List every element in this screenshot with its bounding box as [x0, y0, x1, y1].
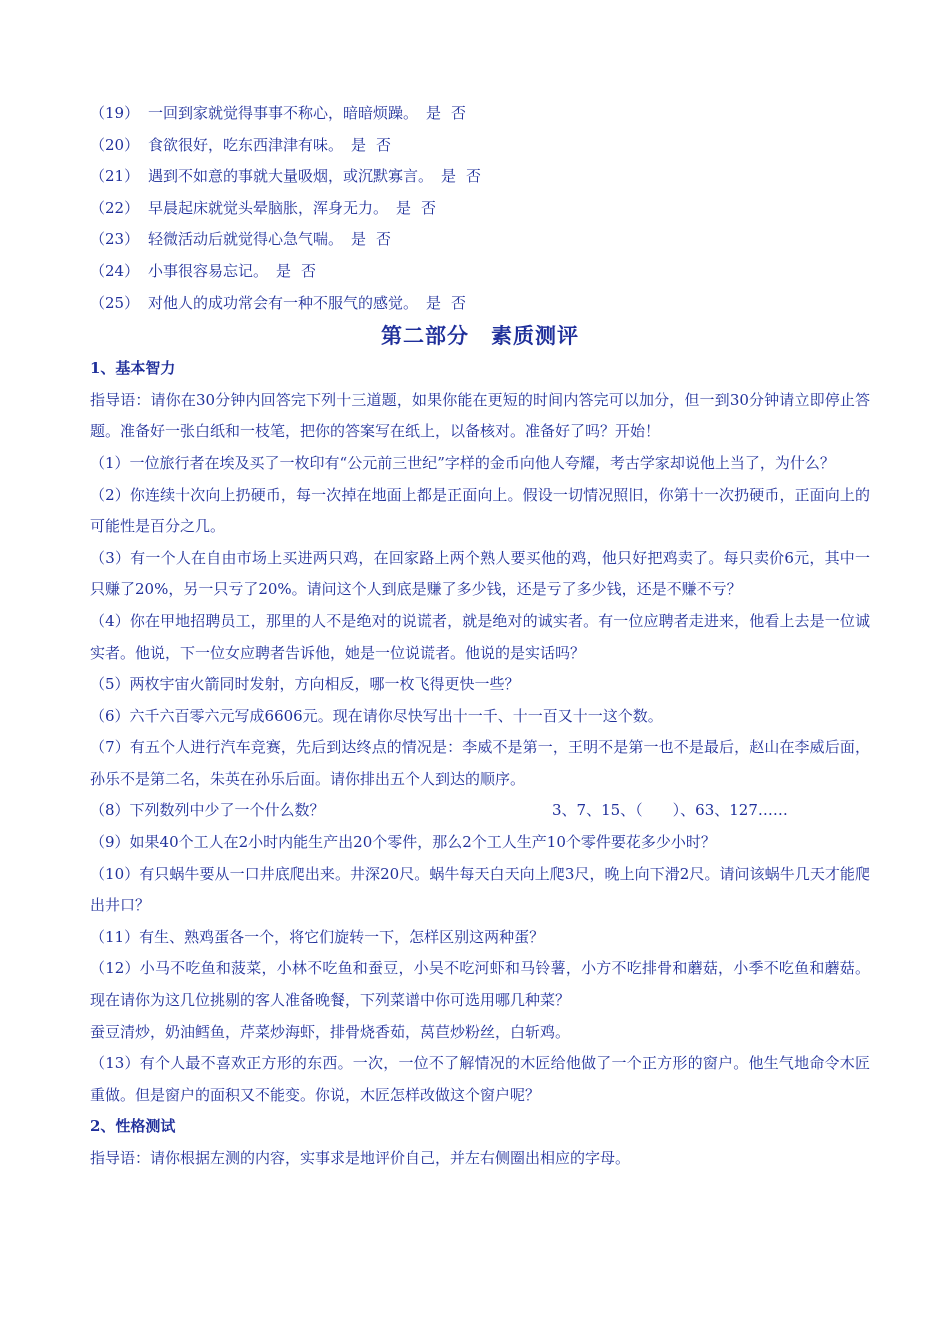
no-option[interactable]: 否 [451, 293, 467, 312]
item-text: 早晨起床就觉头晕脑胀，浑身无力。 [148, 198, 389, 217]
item-text: 小事很容易忘记。 [148, 261, 269, 280]
item-text: 轻微活动后就觉得心急气喘。 [148, 230, 344, 249]
question-6: （6）六千六百零六元写成6606元。现在请你尽快写出十一千、十一百又十一这个数。 [90, 706, 663, 725]
question-7: （7）有五个人进行汽车竞赛，先后到达终点的情况是：李威不是第一，王明不是第一也不是最后，赵山在李威后面，孙乐不是第二名，朱英在孙乐后面。请你排出五个人到达的顺序。 [90, 738, 870, 788]
no-option[interactable]: 否 [376, 230, 392, 249]
survey-item [90, 256, 870, 288]
no-option[interactable]: 否 [301, 261, 317, 280]
yes-option[interactable]: 是 [276, 261, 292, 280]
item-text: 遇到不如意的事就大量吸烟，或沉默寡言。 [148, 167, 434, 186]
survey-item [90, 193, 870, 225]
question-8 [90, 795, 870, 827]
question-4: （4）你在甲地招聘员工，那里的人不是绝对的说谎者，就是绝对的诚实者。有一位应聘者走进来，他看上去是一位诚实者。他说，下一位女应聘者告诉他，她是一位说谎者。他说的是实话吗？ [90, 611, 870, 662]
section-heading-intelligence: 1、基本智力 [90, 359, 176, 378]
number-sequence: 3、7、15、（ ）、63、127…… [552, 801, 788, 820]
no-option[interactable]: 否 [421, 198, 437, 217]
no-option[interactable]: 否 [376, 135, 392, 154]
question-11: （11）有生、熟鸡蛋各一个，将它们旋转一下，怎样区别这两种蛋？ [90, 927, 545, 946]
item-number: （25） [90, 293, 140, 312]
no-option[interactable]: 否 [451, 104, 467, 122]
question-13: （13）有个人最不喜欢正方形的东西。一次，一位不了解情况的木匠给他做了一个正方形的窗户。他生气地命令木匠重做。但是窗户的面积又不能变。你说，木匠怎样改做这个窗户呢？ [90, 1054, 870, 1104]
survey-item [90, 161, 870, 193]
item-number: （24） [90, 261, 140, 280]
question-10: （10）有只蜗牛要从一口井底爬出来。井深20尺。蜗牛每天白天向上爬3尺，晚上向下滑2尺。请问该蜗牛几天才能爬出井口？ [90, 864, 870, 915]
survey-item [90, 224, 870, 256]
section-heading-personality: 2、性格测试 [90, 1117, 176, 1136]
item-number: （23） [90, 230, 140, 249]
no-option[interactable]: 否 [466, 167, 482, 186]
item-number: （19） [90, 104, 140, 122]
yes-option[interactable]: 是 [426, 293, 442, 312]
document-content [90, 98, 870, 1175]
yes-option[interactable]: 是 [351, 230, 367, 249]
question-2: （2）你连续十次向上扔硬币，每一次掉在地面上都是正面向上。假设一切情况照旧，你第十一次扔硬币，正面向上的可能性是百分之几。 [90, 485, 870, 536]
personality-guide-text: 指导语：请你根据左测的内容，实事求是地评价自己，并左右侧圈出相应的字母。 [90, 1149, 631, 1167]
question-5: （5）两枚宇宙火箭同时发射，方向相反，哪一枚飞得更快一些？ [90, 675, 520, 694]
survey-item [90, 288, 870, 320]
question-1: （1）一位旅行者在埃及买了一枚印有“公元前三世纪”字样的金币向他人夸耀，考古学家却说他上当了，为什么？ [90, 453, 835, 472]
item-number: （21） [90, 167, 140, 186]
question-9: （9）如果40个工人在2小时内能生产出20个零件，那么2个工人生产10个零件要花多少小时？ [90, 833, 716, 852]
survey-item [90, 98, 870, 130]
question-12: （12）小马不吃鱼和菠菜，小林不吃鱼和蚕豆，小吴不吃河虾和马铃薯，小方不吃排骨和蘑菇，小季不吃鱼和蘑菇。现在请你为这几位挑剔的客人准备晚餐，下列菜谱中你可选用哪几种菜？ [90, 959, 870, 1010]
item-text: 食欲很好，吃东西津津有味。 [148, 135, 344, 154]
survey-item [90, 130, 870, 162]
item-number: （20） [90, 135, 140, 154]
item-number: （22） [90, 198, 140, 217]
yes-option[interactable]: 是 [396, 198, 412, 217]
survey-list [90, 98, 870, 319]
yes-option[interactable]: 是 [426, 104, 442, 122]
yes-option[interactable]: 是 [441, 167, 457, 186]
guide-text: 指导语：请你在30分钟内回答完下列十三道题，如果你能在更短的时间内答完可以加分，但一到30分钟请立即停止答题。准备好一张白纸和一枝笔，把你的答案写在纸上，以备核对。准备好了吗？开始！ [90, 390, 870, 441]
item-text: 对他人的成功常会有一种不服气的感觉。 [148, 293, 419, 312]
yes-option[interactable]: 是 [351, 135, 367, 154]
question-12-menu: 蚕豆清炒，奶油鳕鱼，芹菜炒海虾，排骨烧香茹，莴苣炒粉丝，白斩鸡。 [90, 1022, 571, 1041]
item-text: 一回到家就觉得事事不称心，暗暗烦躁。 [148, 104, 419, 122]
question-3: （3）有一个人在自由市场上买进两只鸡，在回家路上两个熟人要买他的鸡，他只好把鸡卖了。每只卖价6元，其中一只赚了20%，另一只亏了20%。请问这个人到底是赚了多少钱，还是亏了多少钱，还是不赚不亏？ [90, 548, 870, 599]
question-8-text: （8）下列数列中少了一个什么数？ [90, 801, 325, 820]
part-title: 第二部分 素质测评 [381, 323, 579, 349]
